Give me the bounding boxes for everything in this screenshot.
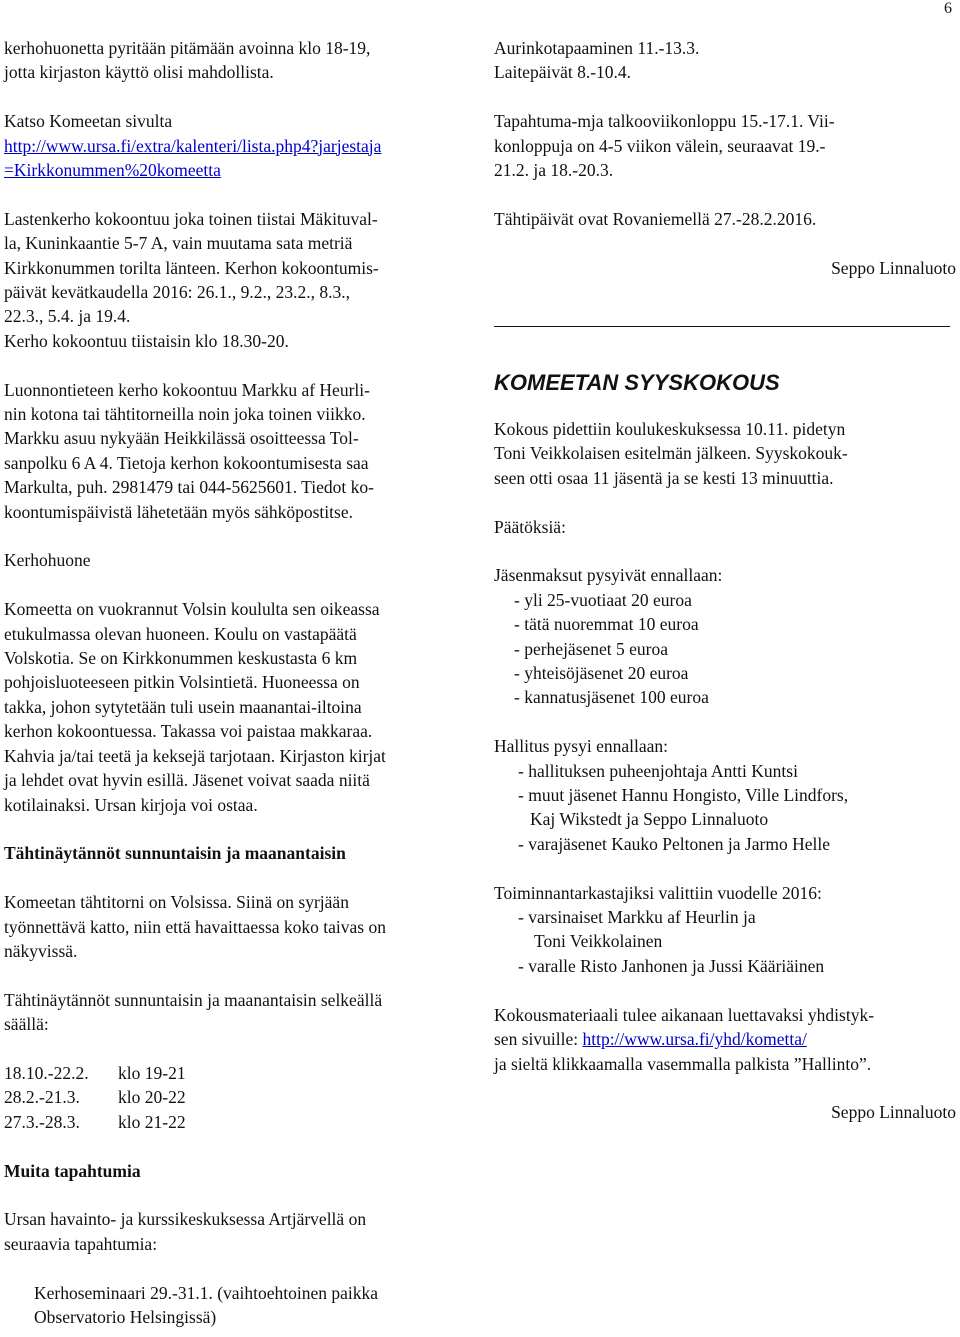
signature: Seppo Linnaluoto [831, 1102, 956, 1123]
list-item: - tätä nuoremmat 10 euroa [514, 614, 699, 635]
text-line: nin kotona tai tähtitorneilla noin joka toinen viikko. [4, 404, 366, 425]
list-item: - perhejäsenet 5 euroa [514, 638, 669, 659]
page-number: 6 [944, 0, 952, 17]
signature: Seppo Linnaluoto [831, 257, 956, 278]
text-line: Volskotia. Se on Kirkkonummen keskustasta 6 km [4, 648, 358, 669]
text-line: kotilainaksi. Ursan kirjoja voi ostaa. [4, 794, 258, 815]
schedule-time: klo 21-22 [118, 1111, 186, 1132]
hallitus-heading: Hallitus pysyi ennallaan: [494, 736, 668, 757]
section-divider [494, 326, 950, 327]
text-line: Markku asuu nykyään Heikkilässä osoitteessa Tol- [4, 428, 359, 449]
text-line: päivät kevätkaudella 2016: 26.1., 9.2., 23.2., 8.3., [4, 282, 351, 303]
muita-tapahtumia-heading: Muita tapahtumia [4, 1160, 141, 1181]
text-line: sanpolku 6 A 4. Tietoja kerhon kokoontumisesta saa [4, 452, 369, 473]
list-item: - hallituksen puheenjohtaja Antti Kuntsi [518, 760, 798, 781]
selkealla-paragraph [4, 988, 474, 1037]
schedule-date: 18.10.-22.2. [4, 1062, 89, 1083]
paatoksia-label: Päätöksiä: [494, 516, 566, 537]
schedule-list [4, 1061, 474, 1134]
text-line: koontumispäivistä lähetetään myös sähköpostitse. [4, 501, 353, 522]
text-line: säällä: [4, 1014, 49, 1035]
tahtipaivat-line: Tähtipäivät ovat Rovaniemellä 27.-28.2.2016. [494, 208, 817, 229]
text-line: työnnettävä katto, niin että havaittaessa koko taivas on [4, 916, 386, 937]
hallitus-section [494, 734, 956, 856]
tahtinaytannot-heading: Tähtinäytännöt sunnuntaisin ja maanantaisin [4, 843, 346, 864]
text-line: la, Kuninkaantie 5-7 A, vain muutama sata metriä [4, 233, 353, 254]
list-item: Toni Veikkolainen [534, 931, 663, 952]
text-line: Kerho kokoontuu tiistaisin klo 18.30-20. [4, 330, 289, 351]
text-line: Kahvia ja/tai teetä ja keksejä tarjotaan. Kirjaston kirjat [4, 745, 386, 766]
list-item: - muut jäsenet Hannu Hongisto, Ville Lindfors, [518, 785, 849, 806]
text-line: Ursan havainto- ja kurssikeskuksessa Artjärvellä on [4, 1209, 367, 1230]
text-line: konloppuja on 4-5 viikon välein, seuraavat 19.- [494, 135, 826, 156]
yhdistys-link[interactable]: http://www.ursa.fi/yhd/kometta/ [582, 1029, 807, 1050]
text-line: Komeetan tähtitorni on Volsissa. Siinä on syrjään [4, 892, 349, 913]
text-line: sen sivuille: [494, 1029, 583, 1050]
text-line: ja sieltä klikkaamalla vasemmalla palkista ”Hallinto”. [494, 1053, 872, 1074]
text-line: Tapahtuma-mja talkooviikonloppu 15.-17.1. Vii- [494, 111, 835, 132]
kerhoseminaari-paragraph [4, 1281, 474, 1330]
list-item: - varajäsenet Kauko Peltonen ja Jarmo Helle [518, 833, 830, 854]
text-line: Toni Veikkolaisen esitelmän jälkeen. Syyskokouk- [494, 443, 848, 464]
text-line: 21.2. ja 18.-20.3. [494, 160, 614, 181]
kokous-paragraph [494, 417, 956, 490]
text-line: seuraavia tapahtumia: [4, 1233, 158, 1254]
schedule-date: 28.2.-21.3. [4, 1087, 80, 1108]
text-line: Kokousmateriaali tulee aikanaan luettavaksi yhdistyk- [494, 1004, 875, 1025]
schedule-time: klo 19-21 [118, 1062, 186, 1083]
text-line: seen otti osaa 11 jäsentä ja se kesti 13 minuuttia. [494, 467, 834, 488]
toiminnantarkastajat-section [494, 881, 956, 979]
toiminnantarkastajat-heading: Toiminnantarkastajiksi valittiin vuodelle 2016: [494, 882, 822, 903]
list-item: - varalle Risto Janhonen ja Jussi Kääriäinen [518, 955, 825, 976]
lastenkerho-paragraph [4, 207, 474, 353]
komeetta-calendar-link[interactable] [4, 136, 381, 180]
link-line[interactable]: http://www.ursa.fi/extra/kalenteri/lista.php4?jarjestaja [4, 135, 382, 156]
jasenmaksut-heading: Jäsenmaksut pysyivät ennallaan: [494, 565, 723, 586]
intro-line: kerhohuonetta pyritään pitämään avoinna klo 18-19, [4, 38, 371, 58]
tahtitorni-paragraph [4, 890, 474, 963]
text-line: Luonnontieteen kerho kokoontuu Markku af Heurli- [4, 379, 370, 400]
schedule-date: 27.3.-28.3. [4, 1111, 80, 1132]
text-line: Markulta, puh. 2981479 tai 044-5625601. Tiedot ko- [4, 477, 374, 498]
list-item: Kaj Wikstedt ja Seppo Linnaluoto [530, 809, 769, 830]
komeetta-link-paragraph [4, 109, 474, 182]
right-column [494, 36, 956, 1125]
left-column [4, 36, 474, 1329]
event-line: Laitepäivät 8.-10.4. [494, 62, 632, 83]
schedule-row [4, 1087, 186, 1107]
talkoo-paragraph [494, 109, 956, 182]
list-item: - varsinaiset Markku af Heurlin ja [518, 907, 756, 928]
text-line: näkyvissä. [4, 940, 78, 961]
luonnontieteen-paragraph [4, 378, 474, 524]
text-line: kerhon kokoontuessa. Takassa voi paistaa makkaraa. [4, 721, 373, 742]
text-line: takka, johon sytytetään tuli usein maanantai-iltoina [4, 696, 362, 717]
artjarvi-paragraph [4, 1207, 474, 1256]
text-line: Kirkkonummen torilta länteen. Kerhon kokoontumis- [4, 257, 379, 278]
text-line: pohjoisluoteeseen pitkin Volsintietä. Huoneessa on [4, 672, 360, 693]
intro-line: jotta kirjaston käyttö olisi mahdollista. [4, 62, 274, 83]
text-line: Kerhoseminaari 29.-31.1. (vaihtoehtoinen paikka [34, 1282, 379, 1303]
text-line: Tähtinäytännöt sunnuntaisin ja maanantaisin selkeällä [4, 989, 383, 1010]
text-line: etukulmassa olevan huoneen. Koulu on vastapäätä [4, 623, 357, 644]
text-line: 22.3., 5.4. ja 19.4. [4, 306, 131, 327]
schedule-row [4, 1112, 186, 1132]
list-item: - yhteisöjäsenet 20 euroa [514, 663, 689, 684]
kokousmateriaali-paragraph [494, 1003, 956, 1076]
text-line: Observatorio Helsingissä) [34, 1306, 217, 1327]
text-line: Lastenkerho kokoontuu joka toinen tiistai Mäkituval- [4, 208, 378, 229]
jasenmaksut-section [494, 563, 956, 709]
text-line: ja lehdet ovat hyvin esillä. Jäsenet voivat saada niitä [4, 770, 370, 791]
list-item: - yli 25-vuotiaat 20 euroa [514, 589, 692, 610]
kerhohuone-heading: Kerhohuone [4, 550, 91, 571]
list-item: - kannatusjäsenet 100 euroa [514, 687, 709, 708]
link-line[interactable]: =Kirkkonummen%20komeetta [4, 160, 221, 181]
intro-paragraph [4, 36, 474, 85]
event-line: Aurinkotapaaminen 11.-13.3. [494, 38, 700, 58]
kerhohuone-paragraph [4, 597, 474, 817]
komeetta-link-label: Katso Komeetan sivulta [4, 111, 173, 132]
schedule-time: klo 20-22 [118, 1087, 186, 1108]
text-line: Komeetta on vuokrannut Volsin koululta sen oikeassa [4, 599, 380, 620]
syyskokous-heading: KOMEETAN SYYSKOKOUS [494, 370, 780, 396]
schedule-row [4, 1063, 186, 1083]
text-line: Kokous pidettiin koulukeskuksessa 10.11. pidetyn [494, 419, 846, 440]
